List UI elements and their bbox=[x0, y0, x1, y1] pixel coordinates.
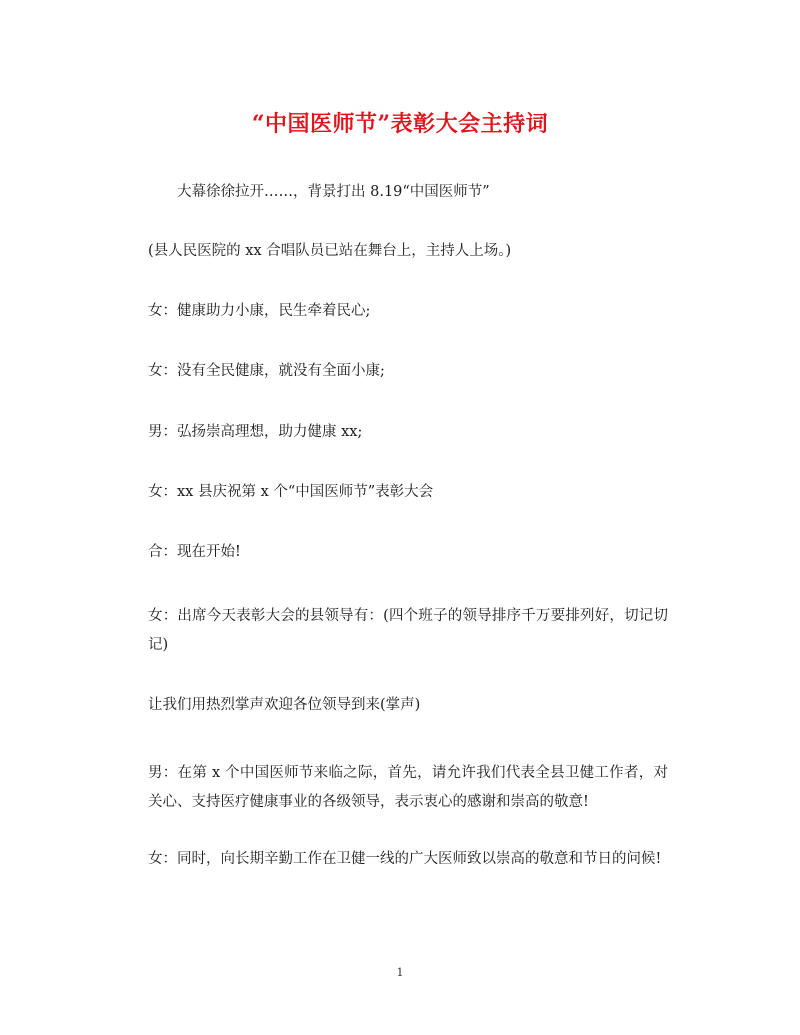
paragraph-curtain: 大幕徐徐拉开……，背景打出 8.19“中国医师节” bbox=[177, 184, 490, 200]
paragraph-together: 合：现在开始! bbox=[148, 544, 241, 560]
paragraph-female-4: 女：同时，向长期辛勤工作在卫健一线的广大医师致以崇高的敬意和节日的问候! bbox=[148, 851, 662, 867]
page-number: 1 bbox=[396, 966, 404, 979]
paragraph-male-1: 男：弘扬崇高理想，助力健康 xx; bbox=[148, 424, 363, 440]
paragraph-female-3: 女：xx 县庆祝第 x 个“中国医师节”表彰大会 bbox=[148, 484, 434, 500]
document-title: “中国医师节”表彰大会主持词 bbox=[251, 111, 549, 137]
paragraph-welcome: 让我们用热烈掌声欢迎各位领导到来(掌声) bbox=[148, 697, 421, 713]
paragraph-female-2: 女：没有全民健康，就没有全面小康; bbox=[148, 363, 385, 379]
paragraph-male-2: 男：在第 x 个中国医师节来临之际，首先，请允许我们代表全县卫健工作者，对关心、支持医疗健康事业的各级领导，表示衷心的感谢和崇高的敬意! bbox=[148, 765, 668, 810]
paragraph-stage-direction: (县人民医院的 xx 合唱队员已站在舞台上，主持人上场。) bbox=[148, 243, 512, 259]
paragraph-female-1: 女：健康助力小康，民生牵着民心; bbox=[148, 303, 371, 319]
paragraph-leaders: 女：出席今天表彰大会的县领导有：(四个班子的领导排序千万要排列好，切记切记) bbox=[148, 608, 668, 653]
